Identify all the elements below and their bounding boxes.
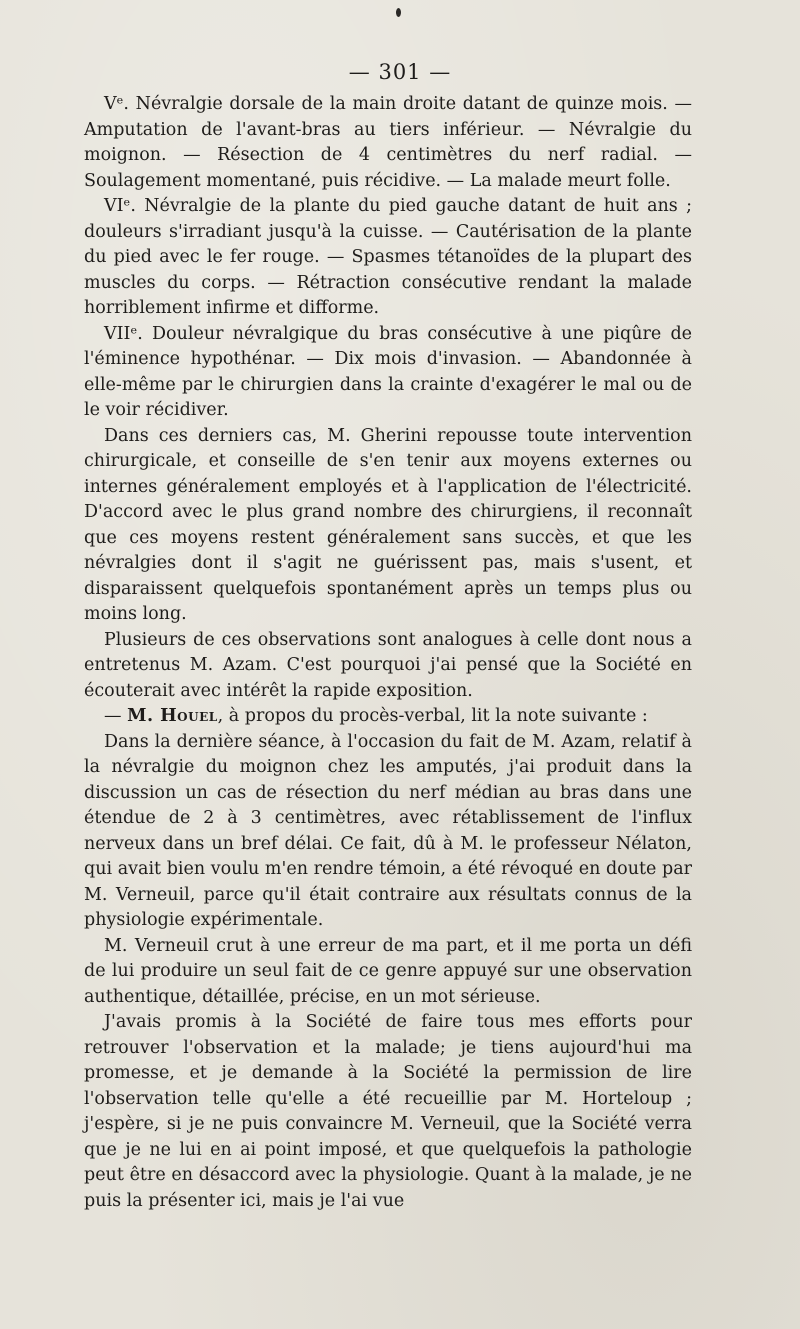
paragraph-case-5: Vᵉ. Névralgie dorsale de la main droite datant de quinze mois. — Amputation de l'avant-bras au tiers inférieur. — Névralgie du moignon. — Résection de 4 centimètres du nerf radial. — Soulagement momentané, puis récidive. — La malade meurt folle. bbox=[84, 94, 692, 191]
speaker-name: M. Houel bbox=[127, 706, 218, 726]
paragraph-azam: Plusieurs de ces observations sont analogues à celle dont nous a entretenus M. Azam. C'est pourquoi j'ai pensé que la Société en écouterait avec intérêt la rapide exposition. bbox=[84, 629, 692, 701]
ink-speck bbox=[396, 8, 401, 17]
houel-intro-text: , à propos du procès-verbal, lit la note suivante : bbox=[217, 706, 648, 726]
body-text bbox=[84, 92, 692, 1214]
page-number: — 301 — bbox=[348, 60, 452, 84]
paragraph-case-6: VIᵉ. Névralgie de la plante du pied gauche datant de huit ans ; douleurs s'irradiant jusqu'à la cuisse. — Cautérisation de la plante du pied avec le fer rouge. — Spasmes tétanoïdes de la plupart des muscles du corps. — Rétraction consécutive rendant la malade horriblement infirme et difforme. bbox=[84, 196, 692, 318]
paragraph-gherini: Dans ces derniers cas, M. Gherini repousse toute intervention chirurgicale, et conseille de s'en tenir aux moyens externes ou internes généralement employés et à l'application de l'électricité. D'accord avec le plus grand nombre des chirurgiens, il reconnaît que ces moyens restent généralement sans succès, et que les névralgies dont il s'agit ne guérissent pas, mais s'usent, et disparaissent quelquefois spontanément après un temps plus ou moins long. bbox=[84, 425, 692, 624]
paragraph-promise: J'avais promis à la Société de faire tous mes efforts pour retrouver l'observation et la malade; je tiens aujourd'hui ma promesse, et je demande à la Société la permission de lire l'observation telle qu'elle a été recueillie par M. Horteloup ; j'espère, si je ne puis convaincre M. Verneuil, que la Société verra que je ne lui en ai point imposé, et que quelquefois la pathologie peut être en désaccord avec la physiologie. Quant à la malade, je ne puis la présenter ici, mais je l'ai vue bbox=[84, 1012, 692, 1211]
paragraph-verneuil: M. Verneuil crut à une erreur de ma part, et il me porta un défi de lui produire un seul fait de ce genre appuyé sur une observation authentique, détaillée, précise, en un mot sérieuse. bbox=[84, 935, 692, 1007]
paragraph-last-session: Dans la dernière séance, à l'occasion du fait de M. Azam, relatif à la névralgie du moignon chez les amputés, j'ai produit dans la discussion un cas de résection du nerf médian au bras dans une étendue de 2 à 3 centimètres, avec rétablissement de l'influx nerveux dans un bref délai. Ce fait, dû à M. le professeur Nélaton, qui avait bien voulu m'en rendre témoin, a été révoqué en doute par M. Verneuil, parce qu'il était contraire aux résultats connus de la physiologie expérimentale. bbox=[84, 731, 692, 930]
houel-dash: — bbox=[104, 706, 128, 726]
paragraph-case-7: VIIᵉ. Douleur névralgique du bras consécutive à une piqûre de l'éminence hypothénar. — Dix mois d'invasion. — Abandonnée à elle-même par le chirurgien dans la crainte d'exagérer le mal ou de le voir récidiver. bbox=[84, 323, 692, 420]
paragraph-houel-intro bbox=[84, 704, 692, 730]
